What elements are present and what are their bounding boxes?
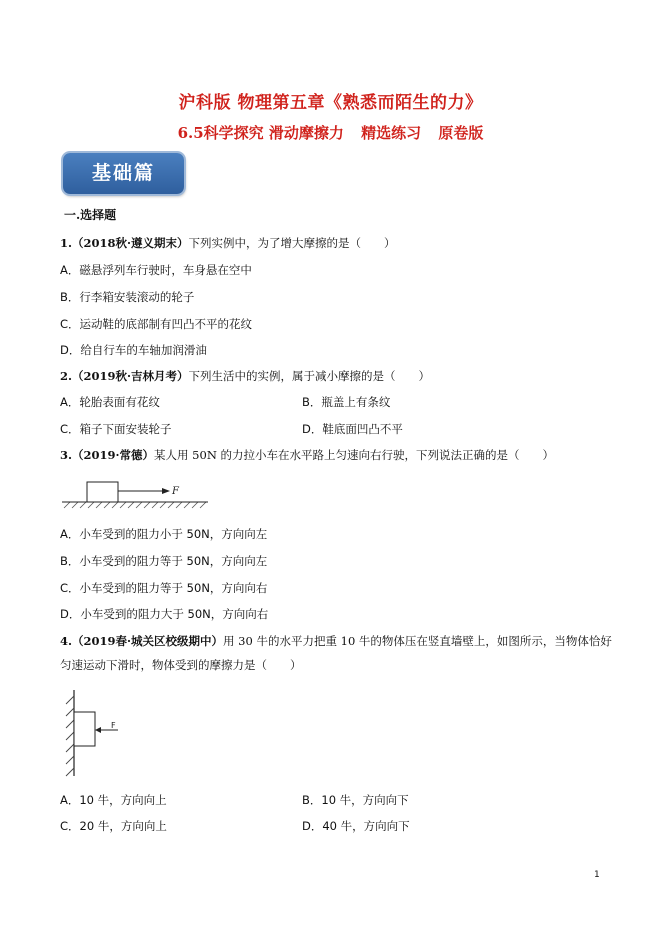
option-a: A．小车受到的阻力小于 50N，方向向左 bbox=[60, 527, 268, 541]
option-b: B．10 牛，方向向下 bbox=[302, 793, 409, 807]
question-stem: 某人用 50N 的力拉小车在水平路上匀速向右行驶，下列说法正确的是（ ） bbox=[154, 448, 555, 462]
question-number: 2. bbox=[60, 369, 73, 383]
question-3 bbox=[60, 447, 554, 463]
option-c: C．20 牛，方向向上 bbox=[60, 819, 167, 833]
question-number: 4. bbox=[60, 634, 73, 648]
section-heading: 一.选择题 bbox=[64, 208, 117, 222]
question-4-line2: 匀速运动下滑时，物体受到的摩擦力是（ ） bbox=[60, 658, 302, 672]
force-label: F bbox=[111, 721, 116, 730]
subtitle-version: 原卷版 bbox=[438, 124, 484, 142]
option-c: C．小车受到的阻力等于 50N，方向向右 bbox=[60, 581, 268, 595]
option-b: B．小车受到的阻力等于 50N，方向向左 bbox=[60, 554, 268, 568]
option-d: D．鞋底面凹凸不平 bbox=[302, 422, 403, 436]
wall-hatching bbox=[66, 696, 74, 776]
option-b: B．瓶盖上有条纹 bbox=[302, 395, 391, 409]
question-4 bbox=[60, 633, 612, 649]
cart-block bbox=[87, 482, 118, 502]
cart-pull-figure bbox=[60, 474, 210, 514]
wall-press-figure bbox=[60, 688, 140, 778]
section-badge: 基础篇 bbox=[63, 153, 184, 194]
subtitle-topic: 6.5科学探究 滑动摩擦力 bbox=[177, 124, 344, 142]
option-d: D．给自行车的车轴加润滑油 bbox=[60, 343, 207, 357]
subtitle-type: 精选练习 bbox=[361, 124, 422, 142]
question-number: 1. bbox=[60, 236, 73, 250]
ground-hatching bbox=[64, 502, 206, 508]
option-c: C．运动鞋的底部制有凹凸不平的花纹 bbox=[60, 317, 253, 331]
question-stem-line1: 用 30 牛的水平力把重 10 牛的物体压在竖直墙壁上，如图所示，当物体恰好 bbox=[223, 634, 612, 648]
option-a: A．轮胎表面有花纹 bbox=[60, 395, 160, 409]
force-label: F bbox=[172, 486, 179, 497]
option-d: D．小车受到的阻力大于 50N，方向向右 bbox=[60, 607, 269, 621]
document-title: 沪科版 物理第五章《熟悉而陌生的力》 bbox=[178, 93, 483, 113]
option-b: B．行李箱安装滚动的轮子 bbox=[60, 290, 195, 304]
document-subtitle bbox=[0, 122, 661, 143]
question-source: （2019·常德） bbox=[72, 448, 155, 462]
question-2 bbox=[60, 368, 430, 384]
page-number: 1 bbox=[594, 870, 600, 880]
question-1 bbox=[60, 235, 396, 251]
question-number: 3. bbox=[60, 448, 73, 462]
question-source: （2018秋·遵义期末） bbox=[72, 236, 189, 250]
option-a: A．10 牛，方向向上 bbox=[60, 793, 167, 807]
question-source: （2019秋·吉林月考） bbox=[72, 369, 189, 383]
force-arrowhead bbox=[162, 488, 170, 494]
force-arrowhead bbox=[95, 727, 101, 733]
option-d: D．40 牛，方向向下 bbox=[302, 819, 410, 833]
question-source: （2019春·城关区校级期中） bbox=[72, 634, 224, 648]
option-c: C．箱子下面安装轮子 bbox=[60, 422, 172, 436]
question-stem: 下列实例中，为了增大摩擦的是（ ） bbox=[188, 236, 396, 250]
question-stem: 下列生活中的实例，属于减小摩擦的是（ ） bbox=[188, 369, 431, 383]
option-a: A．磁悬浮列车行驶时，车身悬在空中 bbox=[60, 263, 252, 277]
pressed-block bbox=[74, 712, 95, 746]
